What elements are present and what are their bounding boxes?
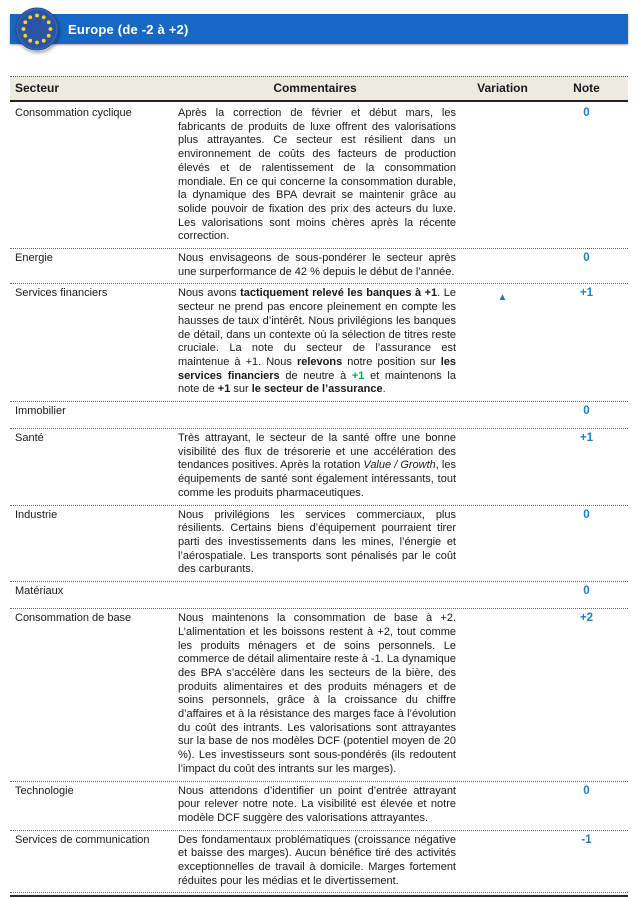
comment-text: , les équipements de santé sont également intéressants, tout comme les produits pharmaceutiques. (178, 459, 456, 499)
sector-name: Matériaux (15, 585, 64, 598)
sector-comment (170, 508, 460, 579)
column-header-secteur: Secteur (15, 81, 60, 95)
sector-comment (170, 286, 460, 398)
variation-cell (460, 611, 545, 777)
sector-name: Immobilier (15, 405, 66, 418)
table-header-row (10, 76, 628, 102)
sector-comment (170, 833, 460, 890)
variation-cell (460, 508, 545, 579)
variation-cell (460, 286, 545, 398)
sector-name: Technologie (15, 784, 74, 797)
sector-name: Santé (15, 432, 44, 445)
page-title: Europe (de -2 à +2) (68, 21, 189, 37)
note-value: 0 (583, 252, 590, 265)
note-value: +1 (579, 432, 594, 445)
table-row (10, 248, 628, 283)
variation-cell (460, 584, 545, 605)
eu-flag-icon (15, 7, 59, 51)
sector-name: Services de communication (15, 833, 150, 846)
comment-text: Des fondamentaux problématiques (croissance négative et baisse des marges). Aucun bénéfice tiré des activités exceptionnelles de travail à domicile. Marges fortement réduites pour les médias et le divertissement. (178, 833, 456, 887)
comment-text: +1 (217, 383, 231, 396)
comment-text: Nous privilégions les services commerciaux, plus résilients. Certains biens d’équipement pourraient tirer parti des investissements dans les mines, l’énergie et l’aérospatiale. Les transports sont pénalisés par le coût des carburants. (178, 508, 456, 576)
variation-cell (460, 251, 545, 280)
comment-text: . (382, 383, 386, 396)
note-value: +1 (579, 287, 594, 300)
table-body (10, 104, 628, 892)
variation-up-icon: ▲ (497, 292, 508, 304)
table-row (10, 781, 628, 830)
sector-name: Consommation cyclique (15, 107, 132, 119)
sector-comment (170, 784, 460, 827)
table-row (10, 581, 628, 608)
note-value: 0 (583, 784, 590, 797)
sector-name: Consommation de base (15, 612, 132, 625)
comment-text: +1 (351, 369, 365, 382)
comment-text: et maintenons la note de (178, 369, 456, 396)
note-value: 0 (583, 107, 590, 119)
comment-text: Value / Growth (363, 459, 436, 472)
note-value: -1 (581, 833, 592, 846)
column-header-variation: Variation (477, 81, 528, 95)
table-row (10, 283, 628, 401)
comment-text: Nous envisageons de sous-pondérer le secteur après une surperformance de 42 % depuis le début de l’année. (178, 252, 456, 278)
variation-cell (460, 106, 545, 245)
comment-text: Nous attendons d’identifier un point d’entrée attrayant pour relever notre note. La visibilité est élevée et notre modèle DCF suggère des valorisations attrayantes. (178, 784, 456, 824)
variation-cell (460, 431, 545, 502)
table-bottom-rule (10, 892, 628, 897)
comment-text: sur (230, 383, 252, 396)
table-row (10, 830, 628, 893)
region-title-bar (10, 14, 628, 44)
sector-comment (170, 404, 460, 425)
sector-table (10, 76, 628, 897)
comment-text: . Le secteur ne prend pas encore pleinement en compte les hausses de taux d’intérêt. Nous privilégions les banques de détail, dans un contexte où la sélection de titres reste cruciale. La note du secteur de l’assurance est maintenue à +1. Nous (178, 287, 456, 368)
table-row (10, 401, 628, 428)
comment-text: de neutre à (279, 369, 352, 382)
sector-comment (170, 611, 460, 777)
sector-name: Industrie (15, 508, 58, 521)
table-row (10, 428, 628, 505)
sector-comment (170, 106, 460, 245)
note-value: 0 (583, 585, 590, 598)
comment-text: Nous maintenons la consommation de base à +2. L’alimentation et les boissons restent à +2, tout comme les produits ménagers et de soins personnels. Le commerce de détail alimentaire reste à -1. La dynamique des BPA s’accélère dans les secteurs de la bière, des produits alimentaires et des produits ménagers et de soins personnels, grâce à la croissance du chiffre d’affaires et à la résistance des marges face à l’évolution du coût des intrants. Les valorisations sont attrayantes sur la base de nos modèles DCF (potentiel moyen de 20 %). Les investisseurs sont sous-pondérés (ils redoutent l’impact du coût des intrants sur les marges). (178, 612, 456, 775)
variation-cell (460, 784, 545, 827)
comment-text: Nous avons (178, 287, 241, 300)
comment-text: le secteur de l’assurance (251, 383, 383, 396)
table-row (10, 104, 628, 248)
column-header-commentaires: Commentaires (273, 81, 357, 95)
comment-text: les services financiers (178, 355, 456, 382)
note-value: +2 (579, 612, 594, 625)
sector-name: Energie (15, 252, 53, 265)
variation-cell (460, 404, 545, 425)
note-value: 0 (583, 508, 590, 521)
note-value: 0 (583, 405, 590, 418)
sector-comment (170, 431, 460, 502)
sector-comment (170, 584, 460, 605)
table-row (10, 505, 628, 582)
comment-text: Après la correction de février et début mars, les fabricants de produits de luxe offrent des valorisations plus attrayantes. Ce secteur est résilient dans un environnement de coûts des facteurs de production élevés et de ralentissement de la consommation mondiale. En ce qui concerne la consommation durable, la dynamique des BPA devrait se maintenir grâce au solide pouvoir de fixation des prix des acteurs du luxe. Les valorisations sont moins chères après la récente correction. (178, 107, 456, 243)
comment-text: Très attrayant, le secteur de la santé offre une bonne visibilité des flux de trésorerie et une accélération des tendances positives. Après la rotation (178, 432, 456, 472)
column-header-note: Note (573, 81, 600, 95)
sector-name: Services financiers (15, 287, 108, 300)
variation-cell (460, 833, 545, 890)
sector-comment (170, 251, 460, 280)
comment-text: relevons (296, 355, 343, 368)
comment-text: notre position sur (342, 355, 441, 368)
table-row (10, 608, 628, 780)
comment-text: tactiquement relevé les banques à +1 (240, 287, 438, 300)
